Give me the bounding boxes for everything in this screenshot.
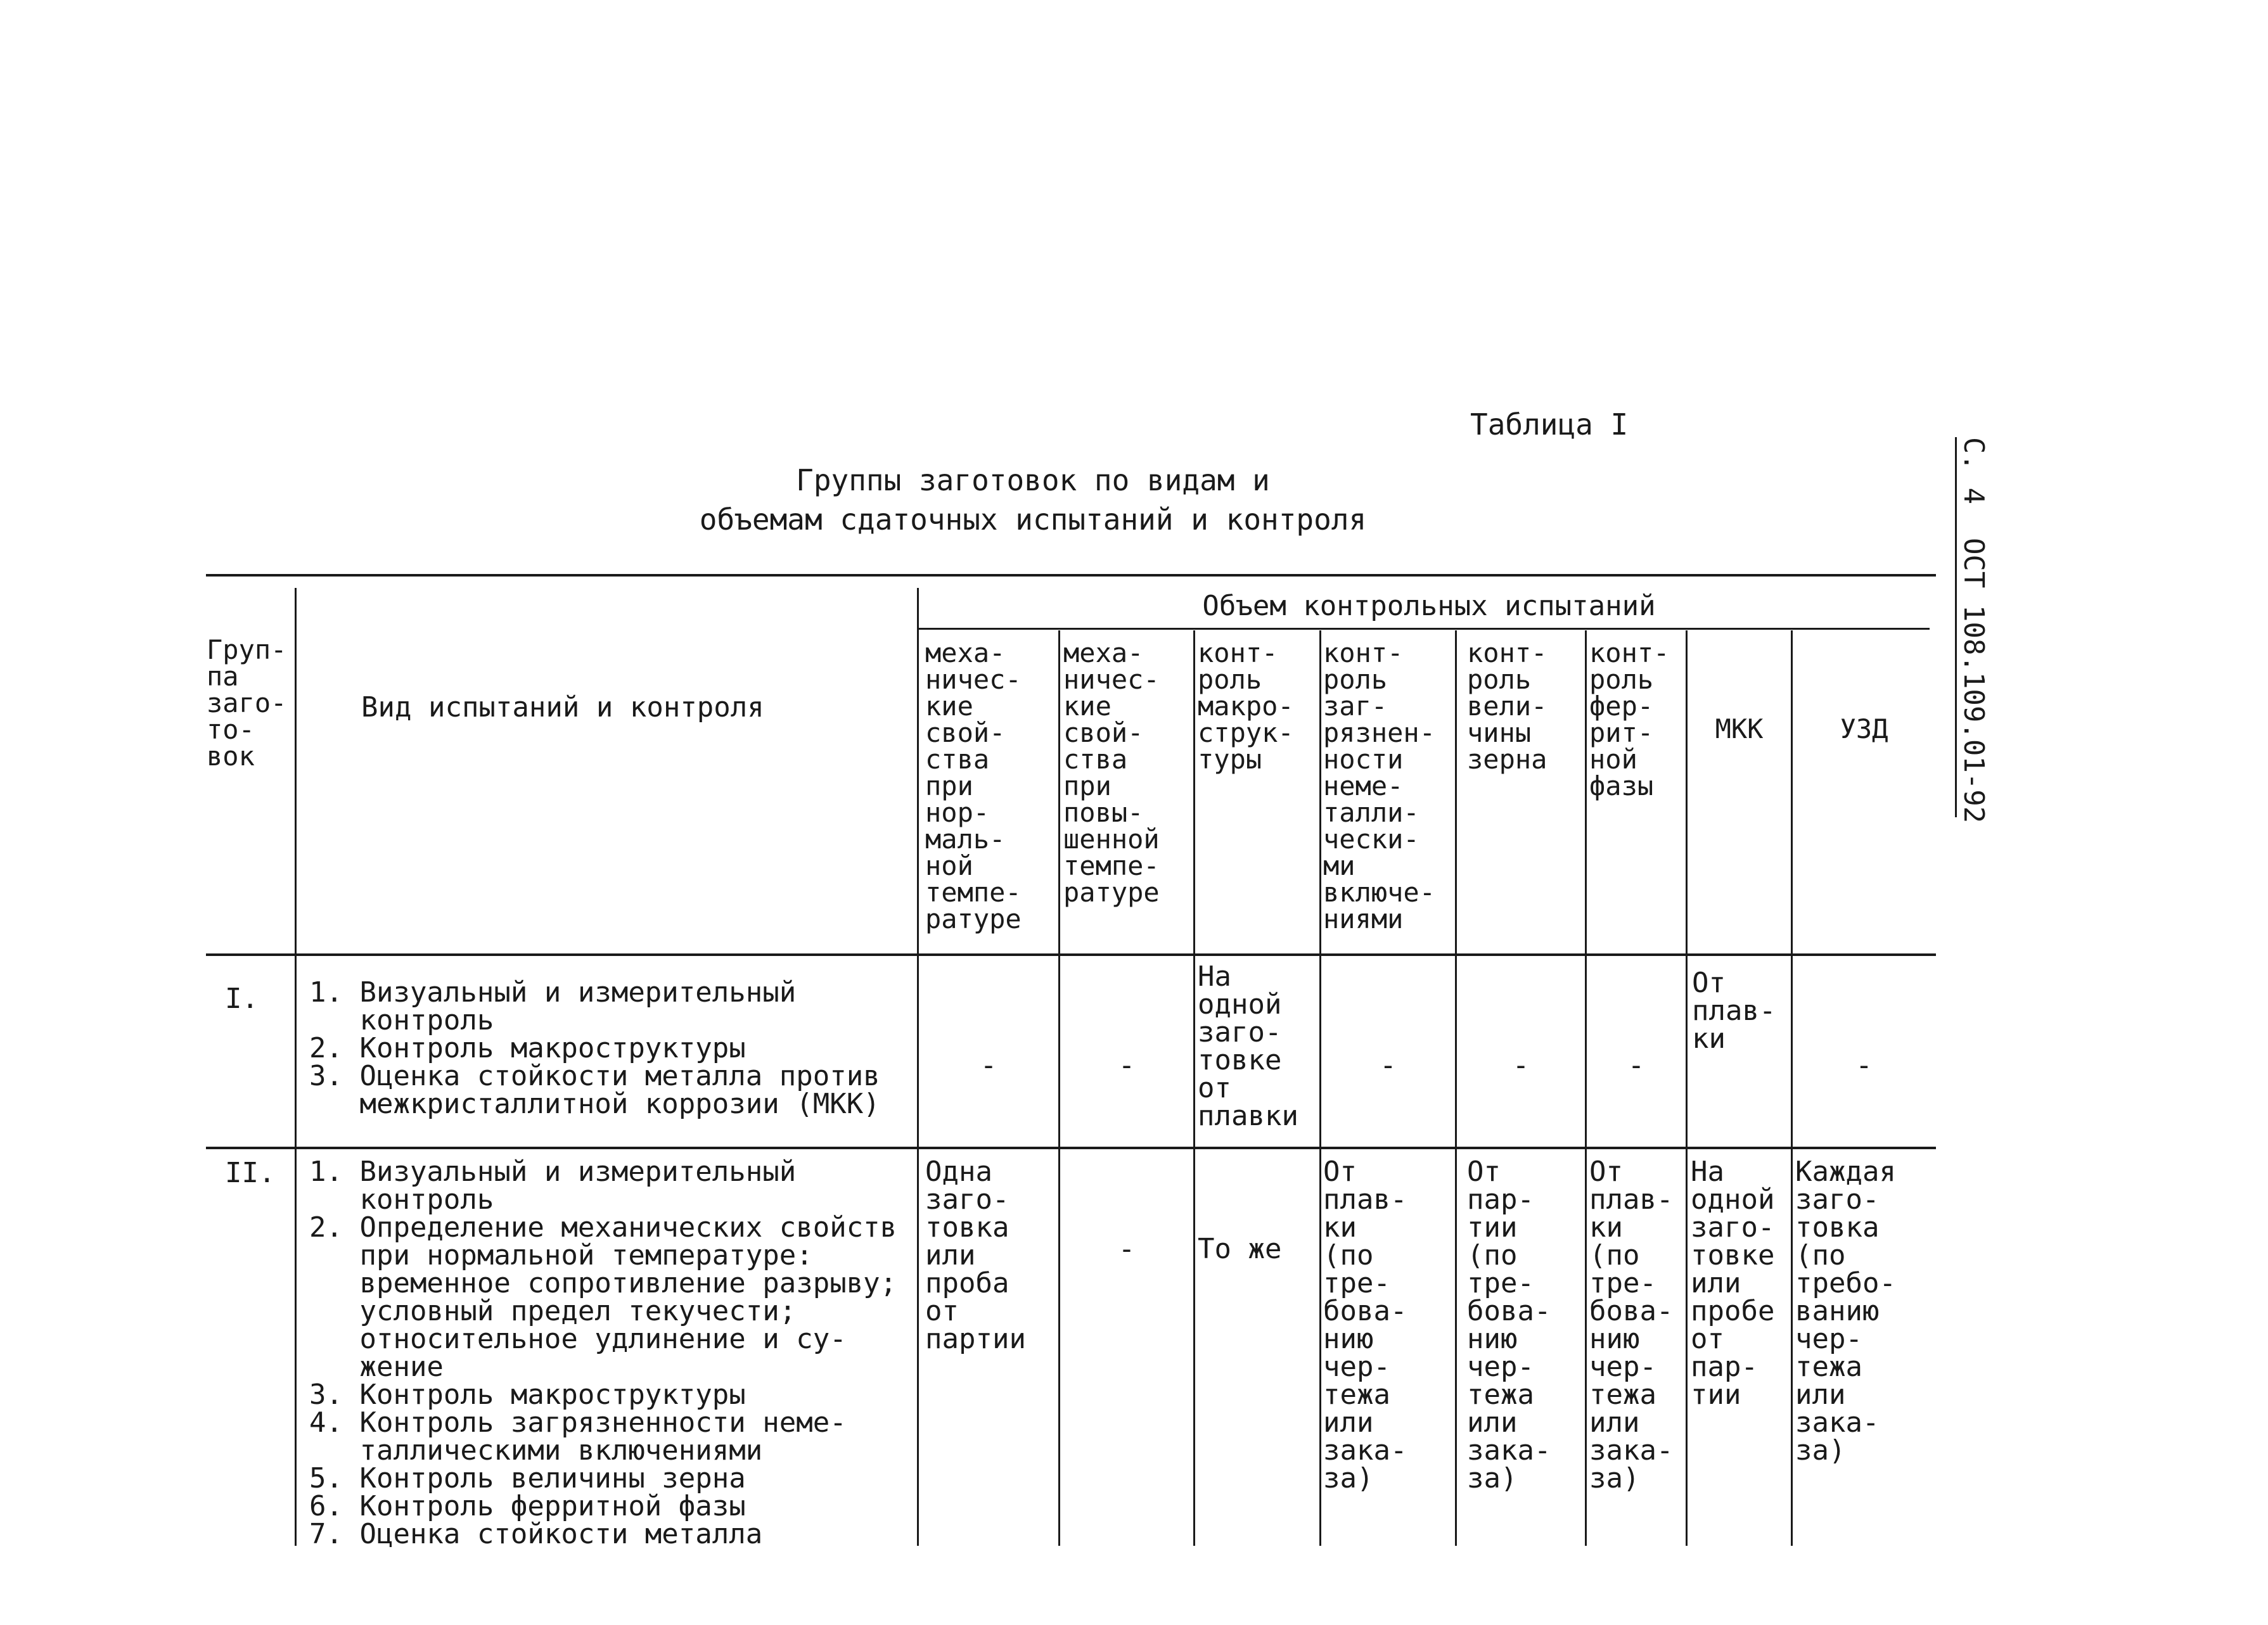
row-2-cell-uzd: Каждая заго- товка (по требо- ванию чер- тежа или зака- за) <box>1795 1156 1896 1467</box>
volume-subheader-rule <box>918 628 1930 630</box>
row-1-cell-5: - <box>1512 1049 1530 1081</box>
col-divider-1 <box>1058 630 1060 1546</box>
row-1-group: I. <box>225 983 259 1015</box>
row-2-kinds: 1. Визуальный и измерительный контроль 2. Определение механических свойств при нормальной температуре: временное сопротивление разрыву; условный предел текучести; относительное удлинение и су- жение 3. Контроль макроструктуры 4. Контроль загрязненности неме- таллическими включениями 5. Контроль величины зерна 6. Контроль ферритной фазы 7. Оценка стойкости металла <box>309 1156 897 1550</box>
header-col-macrostructure: конт- роль макро- струк- туры <box>1198 637 1294 775</box>
row-2-cell-5: От пар- тии (по тре- бова- нию чер- тежа или зака- за) <box>1467 1156 1551 1494</box>
header-col-mech-normal: меха- ничес- кие свой- ства при нор- маль- ной темпе- ратуре <box>925 637 1022 934</box>
row-1-cell-4: - <box>1380 1049 1397 1081</box>
col-divider-2 <box>1193 630 1195 1546</box>
header-col-inclusions: конт- роль заг- рязнен- ности неме- талли- чески- ми включе- ниями <box>1323 637 1436 934</box>
table-title-line-1: Группы заготовок по видам и <box>796 463 1270 497</box>
col-divider-4 <box>1455 630 1457 1546</box>
table-top-rule <box>206 574 1936 577</box>
row-2-cell-1: Одна заго- товка или проба от партии <box>925 1156 1026 1355</box>
header-col-mkk: МКК <box>1715 713 1764 744</box>
row-2-group: II. <box>225 1157 276 1189</box>
header-bottom-rule <box>206 953 1936 956</box>
table-label: Таблица I <box>1470 407 1629 442</box>
col-divider-5 <box>1585 630 1587 1546</box>
row-2-cell-4: От плав- ки (по тре- бова- нию чер- тежа или зака- за) <box>1323 1156 1407 1494</box>
row-1-cell-2: - <box>1118 1049 1136 1081</box>
row-1-cell-3: На одной заго- товке от плавки <box>1198 960 1298 1132</box>
header-col-grain: конт- роль вели- чины зерна <box>1467 637 1547 775</box>
row-1-cell-1: - <box>980 1049 997 1081</box>
row-2-cell-6: От плав- ки (по тре- бова- нию чер- тежа или зака- за) <box>1589 1156 1674 1494</box>
header-col-mech-elevated: меха- ничес- кие свой- ства при повы- шенной темпе- ратуре <box>1063 637 1160 908</box>
col-divider-group <box>295 588 297 1546</box>
col-divider-6 <box>1686 630 1688 1546</box>
header-group: Груп- па заго- то- вок <box>207 634 287 772</box>
col-divider-3 <box>1319 630 1321 1546</box>
col-divider-7 <box>1791 630 1793 1546</box>
row-divider <box>206 1147 1936 1149</box>
row-2-cell-3: То же <box>1198 1233 1282 1265</box>
document-code: С. 4 ОСТ 108.109.01-92 <box>1955 437 1987 817</box>
header-volume: Объем контрольных испытаний <box>1202 590 1656 622</box>
header-col-uzd: УЗД <box>1840 713 1888 744</box>
header-kind: Вид испытаний и контроля <box>361 691 764 723</box>
table-title-line-2: объемам сдаточных испытаний и контроля <box>699 502 1367 537</box>
row-1-cell-uzd: - <box>1855 1049 1873 1081</box>
row-2-cell-mkk: На одной заго- товке или пробе от пар- тии <box>1691 1156 1775 1411</box>
row-1-cell-6: - <box>1627 1049 1645 1081</box>
row-1-cell-mkk: От плав- ки <box>1692 967 1776 1055</box>
row-1-kinds: 1. Визуальный и измерительный контроль 2. Контроль макроструктуры 3. Оценка стойкости металла против межкристаллитной коррозии (МКК) <box>309 976 880 1120</box>
row-2-cell-2: - <box>1118 1233 1136 1265</box>
header-col-ferrite: конт- роль фер- рит- ной фазы <box>1589 637 1670 801</box>
